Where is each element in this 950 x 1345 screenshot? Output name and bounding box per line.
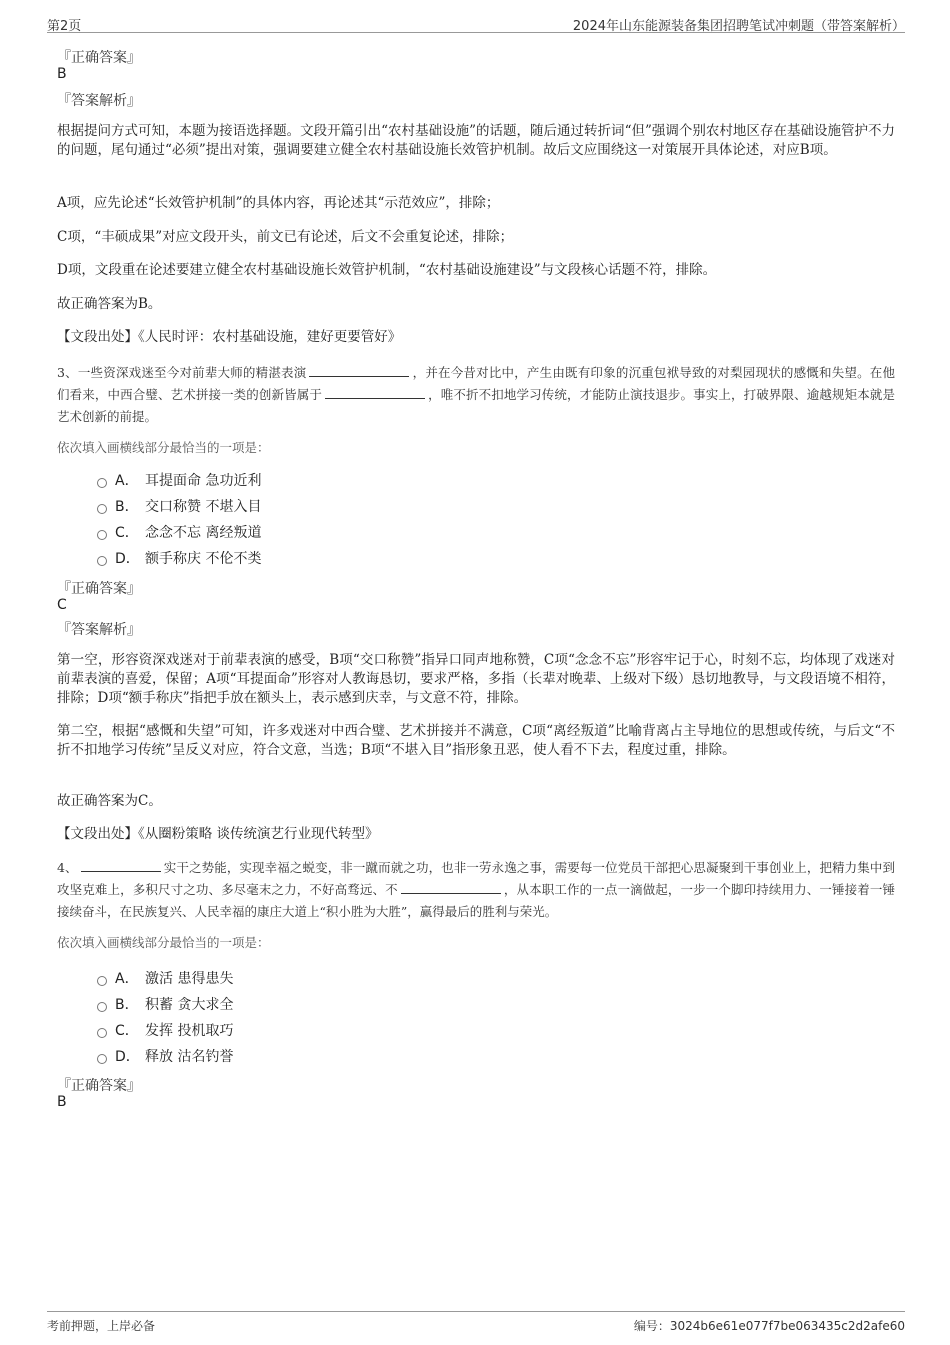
source-citation: 【文段出处】《从圈粉策略 谈传统演艺行业现代转型》 [57, 826, 379, 842]
fill-blank [325, 384, 425, 399]
option-d[interactable]: D． 额手称庆 不伦不类 [97, 548, 261, 570]
analysis-paragraph: 第一空，形容资深戏迷对于前辈表演的感受，B项“交口称赞”指异口同声地称赞，C项“念念不忘”形容牢记于心，时刻不忘，均体现了戏迷对前辈表演的喜爱，保留；A项“耳提面命”形容对人教诲恳切，要求严格，多指（长辈对晚辈、上级对下级）恳切地教导，与文段语境不相符，排除；D项“额手称庆”指把手放在额头上，表示感到庆幸，与文意不符，排除。 [57, 652, 895, 706]
page-header [47, 10, 905, 33]
question-prompt: 依次填入画横线部分最恰当的一项是： [57, 935, 270, 950]
question-4-text: 4、 实干之势能，实现幸福之蜕变，非一蹴而就之功，也非一劳永逸之事，需要每一位党员干部把心思凝聚到干事创业上，把精力集中到攻坚克难上，多积尺寸之功、多尽毫末之力，不好高骛远、不 ，从本职工作的一点一滴做起，一步一个脚印持续用力、一锤接着一锤接续奋斗，在民族复兴、人民幸福的康庄大道上“积小胜为大胜”，赢得最后的胜利与荣光。 [57, 857, 895, 923]
radio-icon[interactable] [97, 1028, 107, 1038]
option-a[interactable]: A． 耳提面命 急功近利 [97, 470, 261, 492]
option-a[interactable]: A． 激活 患得患失 [97, 968, 233, 990]
document-code: 编号：3024b6e61e077f7be063435c2d2afe60 [633, 1319, 905, 1333]
radio-icon[interactable] [97, 478, 107, 488]
radio-icon[interactable] [97, 556, 107, 566]
question-3-text: 3、一些资深戏迷至今对前辈大师的精湛表演 ，并在今昔对比中，产生由既有印象的沉重包袱导致的对梨园现状的感慨和失望。在他们看来，中西合璧、艺术拼接一类的创新皆属于 ，唯不折不扣地学习传统，才能防止演技退步。事实上，打破界限、逾越规矩本就是艺术创新的前提。 [57, 362, 895, 428]
correct-answer-label: 『正确答案』 [57, 50, 141, 66]
radio-icon[interactable] [97, 504, 107, 514]
question-prompt: 依次填入画横线部分最恰当的一项是： [57, 440, 270, 455]
fill-blank [81, 857, 161, 872]
option-c[interactable]: C． 念念不忘 离经叛道 [97, 522, 261, 544]
radio-icon[interactable] [97, 976, 107, 986]
correct-answer-value: C [57, 597, 67, 613]
analysis-label: 『答案解析』 [57, 93, 141, 109]
radio-icon[interactable] [97, 1002, 107, 1012]
document-title: 2024年山东能源装备集团招聘笔试冲刺题（带答案解析） [572, 19, 905, 34]
option-d[interactable]: D． 释放 沽名钓誉 [97, 1046, 233, 1068]
correct-answer-label: 『正确答案』 [57, 1078, 141, 1094]
option-b[interactable]: B． 交口称赞 不堪入目 [97, 496, 261, 518]
analysis-paragraph: D项，文段重在论述要建立健全农村基础设施长效管护机制，“农村基础设施建设”与文段核心话题不符，排除。 [57, 262, 717, 278]
fill-blank [309, 362, 409, 377]
fill-blank [401, 879, 501, 894]
page-number: 第2页 [47, 19, 82, 34]
analysis-label: 『答案解析』 [57, 622, 141, 638]
option-c[interactable]: C． 发挥 投机取巧 [97, 1020, 233, 1042]
radio-icon[interactable] [97, 530, 107, 540]
correct-answer-value: B [57, 66, 67, 82]
analysis-paragraph: 根据提问方式可知，本题为接语选择题。文段开篇引出“农村基础设施”的话题，随后通过转折词“但”强调个别农村地区存在基础设施管护不力的问题，尾句通过“必须”提出对策，强调要建立健全农村基础设施长效管护机制。故后文应围绕这一对策展开具体论述，对应B项。 [57, 123, 895, 158]
source-citation: 【文段出处】《人民时评：农村基础设施，建好更要管好》 [57, 329, 402, 345]
option-b[interactable]: B． 积蓄 贪大求全 [97, 994, 233, 1016]
analysis-paragraph: 故正确答案为C。 [57, 793, 162, 809]
correct-answer-label: 『正确答案』 [57, 581, 141, 597]
analysis-paragraph: 第二空，根据“感慨和失望”可知，许多戏迷对中西合璧、艺术拼接并不满意，C项“离经叛道”比喻背离占主导地位的思想或传统，与后文“不折不扣地学习传统”呈反义对应，符合文意，当选；B项“不堪入目”指形象丑恶，使人看不下去，程度过重，排除。 [57, 723, 895, 758]
radio-icon[interactable] [97, 1054, 107, 1064]
analysis-paragraph: C项，“丰硕成果”对应文段开头，前文已有论述，后文不会重复论述，排除； [57, 229, 514, 245]
page-footer [47, 1311, 905, 1336]
footer-slogan: 考前押题，上岸必备 [47, 1319, 156, 1333]
analysis-paragraph: 故正确答案为B。 [57, 296, 162, 312]
analysis-paragraph: A项，应先论述“长效管护机制”的具体内容，再论述其“示范效应”，排除； [57, 195, 500, 211]
correct-answer-value: B [57, 1094, 67, 1110]
